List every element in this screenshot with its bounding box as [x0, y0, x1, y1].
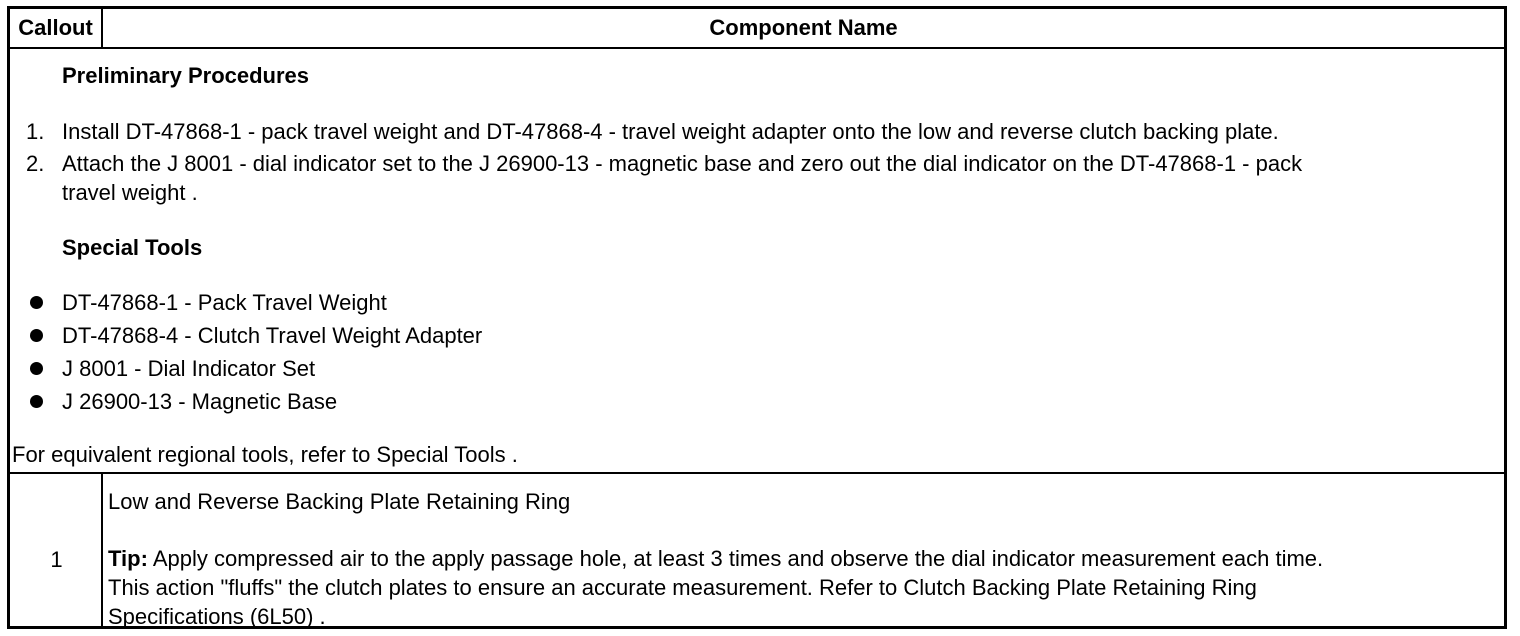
bullet-icon: [30, 329, 43, 342]
bullet-icon: [30, 362, 43, 375]
component-name-column-header: Component Name: [709, 15, 898, 40]
bullet-icon: [30, 296, 43, 309]
step-text-continued: travel weight .: [62, 180, 198, 205]
tip-text-continued: Specifications (6L50) .: [108, 604, 326, 629]
table-header-row: [10, 9, 1504, 49]
special-tools-heading: Special Tools: [62, 235, 203, 260]
regional-tools-note: For equivalent regional tools, refer to Special Tools .: [12, 442, 518, 467]
tip-text-continued: This action "fluffs" the clutch plates to ensure an accurate measurement. Refer to Clutch Backing Plate Retaining Ring: [108, 575, 1257, 600]
step-text: Install DT-47868-1 - pack travel weight and DT-47868-4 - travel weight adapter onto the low and reverse clutch backing plate.: [62, 119, 1279, 144]
table-row: [10, 474, 1504, 629]
tip-text: Apply compressed air to the apply passage hole, at least 3 times and observe the dial indicator measurement each time.: [147, 546, 1324, 571]
step-text: Attach the J 8001 - dial indicator set to the J 26900-13 - magnetic base and zero out the dial indicator on the DT-47868-1 - pack: [62, 151, 1303, 176]
tip-label: Tip:: [108, 546, 148, 571]
step-number: 1.: [26, 119, 45, 144]
tool-item: J 8001 - Dial Indicator Set: [62, 356, 316, 381]
callout-cell: [10, 474, 103, 626]
bullet-icon: [30, 395, 43, 408]
component-name: Low and Reverse Backing Plate Retaining Ring: [108, 489, 571, 514]
tip-line: [108, 545, 1323, 573]
preliminary-section: [10, 49, 1504, 474]
callout-number: 1: [50, 547, 63, 572]
tool-item: DT-47868-4 - Clutch Travel Weight Adapter: [62, 323, 483, 348]
step-number: 2.: [26, 151, 45, 176]
tool-item: J 26900-13 - Magnetic Base: [62, 389, 338, 414]
callout-column-header: Callout: [10, 9, 103, 47]
tool-item: DT-47868-1 - Pack Travel Weight: [62, 290, 387, 315]
preliminary-procedures-heading: Preliminary Procedures: [62, 63, 310, 88]
procedure-table: [7, 6, 1507, 629]
